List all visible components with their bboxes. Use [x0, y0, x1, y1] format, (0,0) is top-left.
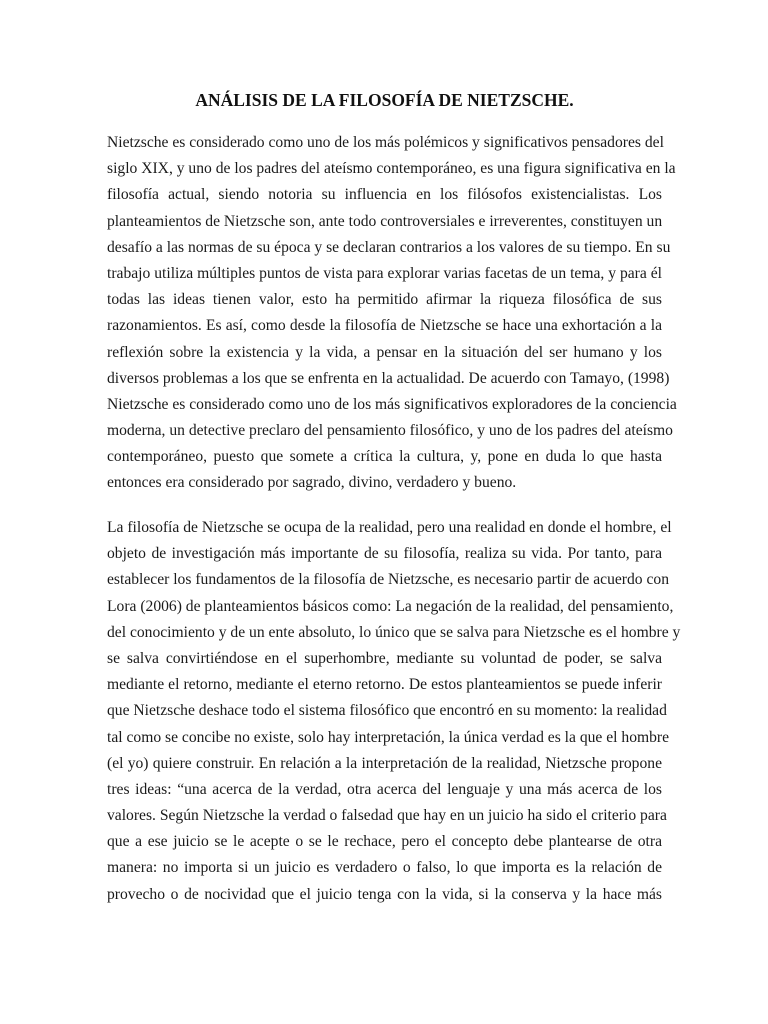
paragraph-line: desafío a las normas de su época y se declaran contrarios a los valores de su tiempo. En su	[107, 238, 671, 256]
paragraph-line: establecer los fundamentos de la filosofía de Nietzsche, es necesario partir de acuerdo con	[107, 571, 669, 589]
paragraph-line: tal como se concibe no existe, solo hay interpretación, la única verdad es la que el hombre	[107, 728, 670, 746]
paragraph-line: valores. Según Nietzsche la verdad o falsedad que hay en un juicio ha sido el criterio para	[107, 807, 667, 825]
paragraph-line: que a ese juicio se le acepte o se le rechace, pero el concepto debe plantearse de otra	[107, 833, 662, 851]
paragraph-line: filosofía actual, siendo notoria su influencia en los filósofos existencialistas. Los	[107, 186, 662, 204]
paragraph-line: manera: no importa si un juicio es verdadero o falso, lo que importa es la relación de	[107, 859, 662, 877]
paragraph-line: La filosofía de Nietzsche se ocupa de la realidad, pero una realidad en donde el hombre, el	[107, 519, 672, 536]
paragraph-line: razonamientos. Es así, como desde la filosofía de Nietzsche se hace una exhortación a la	[107, 317, 662, 335]
paragraph-line: tres ideas: “una acerca de la verdad, otra acerca del lenguaje y una más acerca de los	[107, 780, 662, 798]
paragraph-line: del conocimiento y de un ente absoluto, lo único que se salva para Nietzsche es el hombre y	[107, 623, 681, 641]
paragraph-line: objeto de investigación más importante de su filosofía, realiza su vida. Por tanto, para	[107, 545, 662, 563]
document-title: ANÁLISIS DE LA FILOSOFÍA DE NIETZSCHE.	[195, 90, 574, 110]
paragraph-line: todas las ideas tienen valor, esto ha permitido afirmar la riqueza filosófica de sus	[107, 291, 662, 309]
paragraph-line: siglo XIX, y uno de los padres del ateísmo contemporáneo, es una figura significativa en la	[107, 160, 676, 178]
paragraph-line: provecho o de nocividad que el juicio tenga con la vida, si la conserva y la hace más	[107, 885, 662, 903]
paragraph-intro	[107, 130, 677, 497]
paragraph-line: Nietzsche es considerado como uno de los más polémicos y significativos pensadores del	[107, 134, 664, 151]
paragraph-line: moderna, un detective preclaro del pensamiento filosófico, y uno de los padres del ateísmo	[107, 422, 673, 440]
paragraph-line: diversos problemas a los que se enfrenta en la actualidad. De acuerdo con Tamayo, (1998)	[107, 369, 670, 387]
paragraph-line: Lora (2006) de planteamientos básicos como: La negación de la realidad, del pensamiento,	[107, 597, 674, 615]
paragraph-line: entonces era considerado por sagrado, divino, verdadero y bueno.	[107, 474, 517, 492]
paragraph-line: Nietzsche es considerado como uno de los más significativos exploradores de la conciencia	[107, 395, 677, 413]
paragraph-foundations	[107, 515, 681, 908]
paragraph-line: planteamientos de Nietzsche son, ante todo controversiales e irreverentes, constituyen un	[107, 212, 663, 230]
paragraph-line: que Nietzsche deshace todo el sistema filosófico que encontró en su momento: la realidad	[107, 702, 667, 720]
paragraph-line: se salva convirtiéndose en el superhombre, mediante su voluntad de poder, se salva	[107, 649, 662, 667]
paragraph-line: contemporáneo, puesto que somete a crítica la cultura, y, pone en duda lo que hasta	[107, 448, 662, 466]
paragraph-line: reflexión sobre la existencia y la vida, a pensar en la situación del ser humano y los	[107, 343, 662, 361]
paragraph-line: trabajo utiliza múltiples puntos de vista para explorar varias facetas de un tema, y para él	[107, 264, 662, 282]
paragraph-line: (el yo) quiere construir. En relación a la interpretación de la realidad, Nietzsche propone	[107, 754, 662, 772]
paragraph-line: mediante el retorno, mediante el eterno retorno. De estos planteamientos se puede inferir	[107, 676, 662, 694]
